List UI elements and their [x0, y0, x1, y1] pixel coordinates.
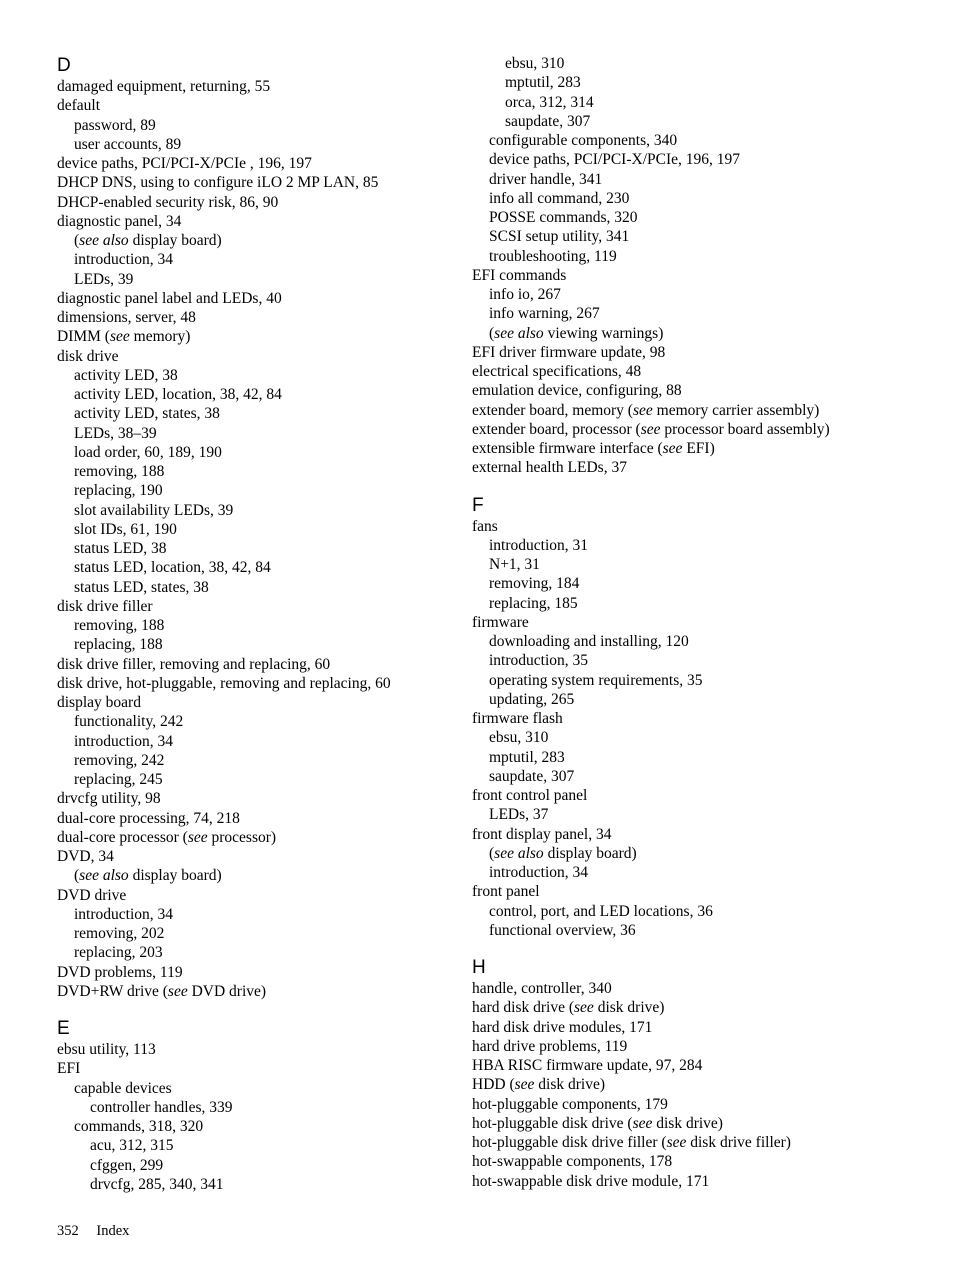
index-subentry	[472, 555, 942, 574]
index-subentry	[472, 594, 942, 613]
index-entry	[57, 327, 457, 346]
index-subentry	[472, 921, 942, 940]
index-entry	[57, 674, 457, 693]
entry-text: removing, 184	[489, 575, 580, 593]
index-letter-heading: D	[57, 55, 71, 76]
entry-text: EFI driver firmware update, 98	[472, 343, 666, 361]
section-gap	[472, 940, 942, 956]
index-entry	[57, 809, 457, 828]
entry-text: DVD drive	[57, 886, 127, 904]
index-letter-heading: E	[57, 1018, 70, 1039]
index-subentry	[472, 536, 942, 555]
entry-text: downloading and installing, 120	[489, 633, 689, 650]
index-entry	[472, 401, 942, 420]
entry-text: N+1, 31	[489, 556, 540, 573]
entry-text: updating, 265	[489, 690, 575, 708]
entry-text-after: memory)	[129, 328, 191, 346]
entry-text: dimensions, server, 48	[57, 309, 196, 326]
entry-text: ebsu, 310	[489, 729, 549, 747]
entry-text-after: display board)	[128, 232, 222, 249]
index-entry	[57, 1059, 457, 1078]
entry-text: cfggen, 299	[90, 1156, 164, 1174]
entry-text: disk drive filler, removing and replacing, 60	[57, 655, 331, 673]
entry-text: drvcfg utility, 98	[57, 790, 161, 808]
cross-reference-term: see	[187, 828, 208, 846]
entry-text: LEDs, 39	[74, 270, 134, 288]
entry-text: (	[489, 324, 495, 342]
entry-text: EFI	[57, 1060, 81, 1078]
entry-text: DHCP DNS, using to configure iLO 2 MP LAN, 85	[57, 174, 379, 192]
entry-text: HDD (	[472, 1076, 515, 1094]
cross-reference-term: see	[640, 420, 661, 438]
entry-text: activity LED, states, 38	[74, 405, 220, 423]
entry-text: disk drive filler	[57, 597, 153, 615]
index-subentry	[57, 558, 457, 577]
entry-text: orca, 312, 314	[505, 93, 594, 111]
entry-text: status LED, 38	[74, 540, 167, 557]
index-entry	[57, 289, 457, 308]
index-subentry	[472, 632, 942, 651]
entry-text: hard disk drive (	[472, 999, 575, 1017]
index-subentry	[57, 943, 457, 962]
entry-text: status LED, location, 38, 42, 84	[74, 559, 271, 577]
index-subentry	[57, 366, 457, 385]
entry-text: driver handle, 341	[489, 170, 603, 188]
cross-reference-term: see	[662, 440, 683, 457]
entry-text: front display panel, 34	[472, 825, 612, 843]
index-subentry	[472, 304, 942, 323]
entry-text: slot availability LEDs, 39	[74, 501, 234, 519]
index-subentry	[472, 748, 942, 767]
index-subentry	[57, 712, 457, 731]
entry-text: hard drive problems, 119	[472, 1037, 628, 1055]
index-entry	[57, 308, 457, 327]
entry-text: extender board, memory (	[472, 401, 633, 419]
entry-text: diagnostic panel, 34	[57, 212, 182, 230]
page-footer	[57, 1222, 143, 1240]
index-entry	[472, 1056, 942, 1075]
entry-text: (	[489, 844, 495, 862]
index-subentry	[472, 671, 942, 690]
index-entry	[472, 1018, 942, 1037]
index-entry	[472, 1037, 942, 1056]
entry-text: disk drive	[57, 347, 119, 365]
entry-text: removing, 202	[74, 925, 165, 942]
entry-text: HBA RISC firmware update, 97, 284	[472, 1057, 703, 1074]
index-entry	[472, 1075, 942, 1094]
index-subentry	[57, 404, 457, 423]
entry-text: removing, 188	[74, 617, 165, 634]
entry-text: extender board, processor (	[472, 420, 641, 438]
entry-text: introduction, 31	[489, 536, 589, 554]
index-subentry	[57, 135, 457, 154]
entry-text: functionality, 242	[74, 713, 184, 731]
index-subentry	[472, 247, 942, 266]
entry-text-after: display board)	[128, 867, 222, 885]
entry-text-after: EFI)	[682, 440, 715, 457]
entry-text: external health LEDs, 37	[472, 459, 627, 477]
entry-text: LEDs, 38–39	[74, 424, 157, 442]
entry-text: DVD, 34	[57, 848, 114, 865]
entry-text-after: DVD drive)	[187, 982, 267, 1000]
index-entry	[57, 693, 457, 712]
entry-text: activity LED, 38	[74, 366, 178, 384]
index-subentry	[472, 690, 942, 709]
entry-text: activity LED, location, 38, 42, 84	[74, 386, 282, 403]
index-subentry	[57, 250, 457, 269]
entry-text-after: disk drive)	[534, 1076, 606, 1094]
entry-text: hot-pluggable disk drive (	[472, 1114, 633, 1132]
entry-text: introduction, 35	[489, 652, 589, 670]
index-subentry	[472, 189, 942, 208]
section-gap	[472, 478, 942, 494]
entry-text: ebsu, 310	[505, 55, 565, 72]
entry-text: ebsu utility, 113	[57, 1041, 156, 1058]
entry-text: operating system requirements, 35	[489, 671, 703, 689]
index-entry	[472, 517, 942, 536]
index-entry	[472, 1133, 942, 1152]
entry-text: front panel	[472, 883, 540, 901]
index-subentry	[472, 863, 942, 882]
entry-text-after: processor)	[207, 828, 277, 846]
entry-text: front control panel	[472, 787, 588, 804]
entry-text: DIMM (	[57, 328, 110, 346]
cross-reference-term: see also	[494, 844, 544, 862]
index-subentry	[57, 501, 457, 520]
index-subentry	[57, 443, 457, 462]
index-subentry	[57, 1098, 457, 1117]
index-subentry	[57, 385, 457, 404]
index-subentry	[57, 1156, 457, 1175]
index-subentry	[472, 844, 942, 863]
entry-text: removing, 242	[74, 751, 165, 769]
index-entry	[472, 1152, 942, 1171]
index-subentry	[472, 728, 942, 747]
entry-text: DHCP-enabled security risk, 86, 90	[57, 193, 279, 211]
index-entry	[57, 1040, 457, 1059]
index-subentry	[57, 270, 457, 289]
index-entry	[472, 979, 942, 998]
entry-text: troubleshooting, 119	[489, 247, 617, 265]
footer-section-label: Index	[96, 1223, 130, 1239]
entry-text: introduction, 34	[489, 864, 589, 881]
entry-text: SCSI setup utility, 341	[489, 228, 630, 246]
cross-reference-term: see	[632, 401, 653, 419]
index-entry	[472, 362, 942, 381]
index-subentry	[472, 902, 942, 921]
entry-text: replacing, 190	[74, 482, 163, 500]
entry-text-after: disk drive filler)	[686, 1134, 791, 1151]
entry-text: disk drive, hot-pluggable, removing and replacing, 60	[57, 674, 391, 692]
entry-text: hot-pluggable disk drive filler (	[472, 1134, 667, 1151]
entry-text-after: memory carrier assembly)	[652, 401, 820, 419]
index-subentry	[472, 805, 942, 824]
entry-text: introduction, 34	[74, 905, 174, 923]
entry-text: device paths, PCI/PCI-X/PCIe , 196, 197	[57, 155, 312, 172]
entry-text: drvcfg, 285, 340, 341	[90, 1175, 224, 1193]
index-subentry	[57, 866, 457, 885]
index-letter-heading: H	[472, 957, 486, 978]
cross-reference-term: see	[666, 1134, 687, 1151]
index-subentry	[57, 116, 457, 135]
entry-text: info warning, 267	[489, 305, 600, 323]
index-entry	[472, 439, 942, 458]
index-subentry	[57, 578, 457, 597]
entry-text: saupdate, 307	[489, 767, 575, 785]
entry-text-after: viewing warnings)	[543, 324, 664, 342]
cross-reference-term: see also	[494, 324, 544, 342]
index-subentry	[472, 227, 942, 246]
index-entry	[57, 963, 457, 982]
index-subentry	[472, 131, 942, 150]
index-subentry	[57, 1136, 457, 1155]
index-entry	[472, 1172, 942, 1191]
index-subentry	[57, 1079, 457, 1098]
entry-text: firmware	[472, 613, 529, 631]
entry-text: functional overview, 36	[489, 921, 636, 939]
index-column-right	[472, 54, 942, 1191]
index-subentry	[472, 93, 942, 112]
entry-text: removing, 188	[74, 463, 165, 480]
entry-text-after: disk drive)	[593, 999, 665, 1017]
entry-text: damaged equipment, returning, 55	[57, 78, 271, 95]
index-subentry	[57, 1175, 457, 1194]
entry-text: info all command, 230	[489, 189, 630, 207]
index-subentry	[57, 751, 457, 770]
index-entry	[472, 266, 942, 285]
index-subentry	[472, 54, 942, 73]
index-subentry	[57, 616, 457, 635]
entry-text: hard disk drive modules, 171	[472, 1018, 653, 1036]
entry-text: firmware flash	[472, 710, 563, 727]
index-entry	[57, 212, 457, 231]
index-subentry	[57, 462, 457, 481]
index-subentry	[57, 424, 457, 443]
entry-text: EFI commands	[472, 266, 567, 284]
index-subentry	[472, 208, 942, 227]
index-column-left	[57, 54, 457, 1194]
index-entry	[57, 886, 457, 905]
index-entry	[472, 1095, 942, 1114]
entry-text: mptutil, 283	[489, 748, 565, 766]
index-subentry	[57, 481, 457, 500]
index-entry	[472, 613, 942, 632]
entry-text: mptutil, 283	[505, 74, 581, 92]
index-entry	[472, 786, 942, 805]
entry-text: (	[74, 867, 80, 885]
cross-reference-term: see	[574, 999, 594, 1017]
entry-text: LEDs, 37	[489, 806, 549, 824]
entry-text-after: disk drive)	[652, 1114, 723, 1132]
index-entry	[472, 381, 942, 400]
entry-text: introduction, 34	[74, 732, 174, 750]
page-number: 352	[57, 1223, 79, 1239]
cross-reference-term: see	[514, 1076, 535, 1094]
entry-text: display board	[57, 694, 141, 711]
entry-text: control, port, and LED locations, 36	[489, 902, 713, 920]
index-entry	[57, 789, 457, 808]
index-subentry	[472, 285, 942, 304]
index-entry	[472, 998, 942, 1017]
cross-reference-term: see also	[79, 232, 129, 249]
entry-text-after: display board)	[543, 844, 637, 862]
entry-text: acu, 312, 315	[90, 1137, 174, 1155]
entry-text: introduction, 34	[74, 251, 174, 269]
entry-text: fans	[472, 517, 498, 535]
index-subentry	[472, 767, 942, 786]
entry-text: hot-swappable disk drive module, 171	[472, 1172, 710, 1190]
entry-text: dual-core processing, 74, 218	[57, 809, 240, 827]
entry-text: info io, 267	[489, 286, 561, 303]
entry-text: replacing, 185	[489, 594, 578, 612]
index-subentry	[472, 574, 942, 593]
entry-text: emulation device, configuring, 88	[472, 382, 682, 400]
index-subentry	[472, 73, 942, 92]
entry-text: hot-swappable components, 178	[472, 1153, 673, 1171]
cross-reference-term: see	[167, 982, 188, 1000]
entry-text: replacing, 203	[74, 944, 163, 962]
index-entry	[57, 655, 457, 674]
entry-text: configurable components, 340	[489, 132, 678, 149]
index-subentry	[57, 539, 457, 558]
index-entry	[57, 96, 457, 115]
index-subentry	[57, 520, 457, 539]
index-entry	[57, 347, 457, 366]
entry-text: slot IDs, 61, 190	[74, 520, 177, 538]
section-gap	[57, 1001, 457, 1017]
index-entry	[57, 597, 457, 616]
index-entry	[57, 193, 457, 212]
entry-text: device paths, PCI/PCI-X/PCIe, 196, 197	[489, 151, 740, 169]
entry-text: load order, 60, 189, 190	[74, 443, 222, 461]
index-entry	[472, 458, 942, 477]
index-entry	[472, 420, 942, 439]
entry-text: (	[74, 232, 80, 249]
entry-text: handle, controller, 340	[472, 980, 612, 997]
index-subentry	[57, 231, 457, 250]
index-subentry	[472, 112, 942, 131]
entry-text: password, 89	[74, 116, 156, 134]
index-subentry	[57, 770, 457, 789]
cross-reference-term: see also	[79, 867, 129, 885]
entry-text: status LED, states, 38	[74, 578, 209, 596]
index-entry	[472, 709, 942, 728]
entry-text: hot-pluggable components, 179	[472, 1095, 668, 1113]
cross-reference-term: see	[109, 328, 130, 346]
entry-text: capable devices	[74, 1079, 172, 1097]
index-subentry	[57, 1117, 457, 1136]
entry-text: DVD problems, 119	[57, 963, 183, 981]
index-entry	[472, 1114, 942, 1133]
entry-text: extensible firmware interface (	[472, 440, 663, 457]
index-entry	[57, 828, 457, 847]
index-entry	[57, 154, 457, 173]
entry-text: diagnostic panel label and LEDs, 40	[57, 289, 282, 307]
entry-text: DVD+RW drive (	[57, 982, 168, 1000]
entry-text: user accounts, 89	[74, 135, 182, 153]
index-subentry	[57, 924, 457, 943]
entry-text: commands, 318, 320	[74, 1118, 204, 1135]
index-subentry	[472, 651, 942, 670]
entry-text: replacing, 245	[74, 771, 163, 788]
index-entry	[472, 882, 942, 901]
index-entry	[472, 825, 942, 844]
entry-text: dual-core processor (	[57, 828, 188, 846]
index-letter-heading: F	[472, 494, 484, 516]
entry-text-after: processor board assembly)	[660, 420, 830, 438]
index-subentry	[57, 905, 457, 924]
entry-text: POSSE commands, 320	[489, 209, 638, 226]
index-subentry	[472, 150, 942, 169]
index-entry	[57, 173, 457, 192]
cross-reference-term: see	[632, 1114, 653, 1132]
index-entry	[57, 982, 457, 1001]
index-subentry	[472, 170, 942, 189]
entry-text: replacing, 188	[74, 636, 163, 654]
entry-text: controller handles, 339	[90, 1098, 233, 1116]
index-subentry	[472, 324, 942, 343]
index-entry	[57, 77, 457, 96]
entry-text: default	[57, 97, 101, 115]
index-entry	[472, 343, 942, 362]
index-subentry	[57, 732, 457, 751]
index-subentry	[57, 635, 457, 654]
entry-text: electrical specifications, 48	[472, 363, 642, 380]
entry-text: saupdate, 307	[505, 112, 591, 130]
index-entry	[57, 847, 457, 866]
